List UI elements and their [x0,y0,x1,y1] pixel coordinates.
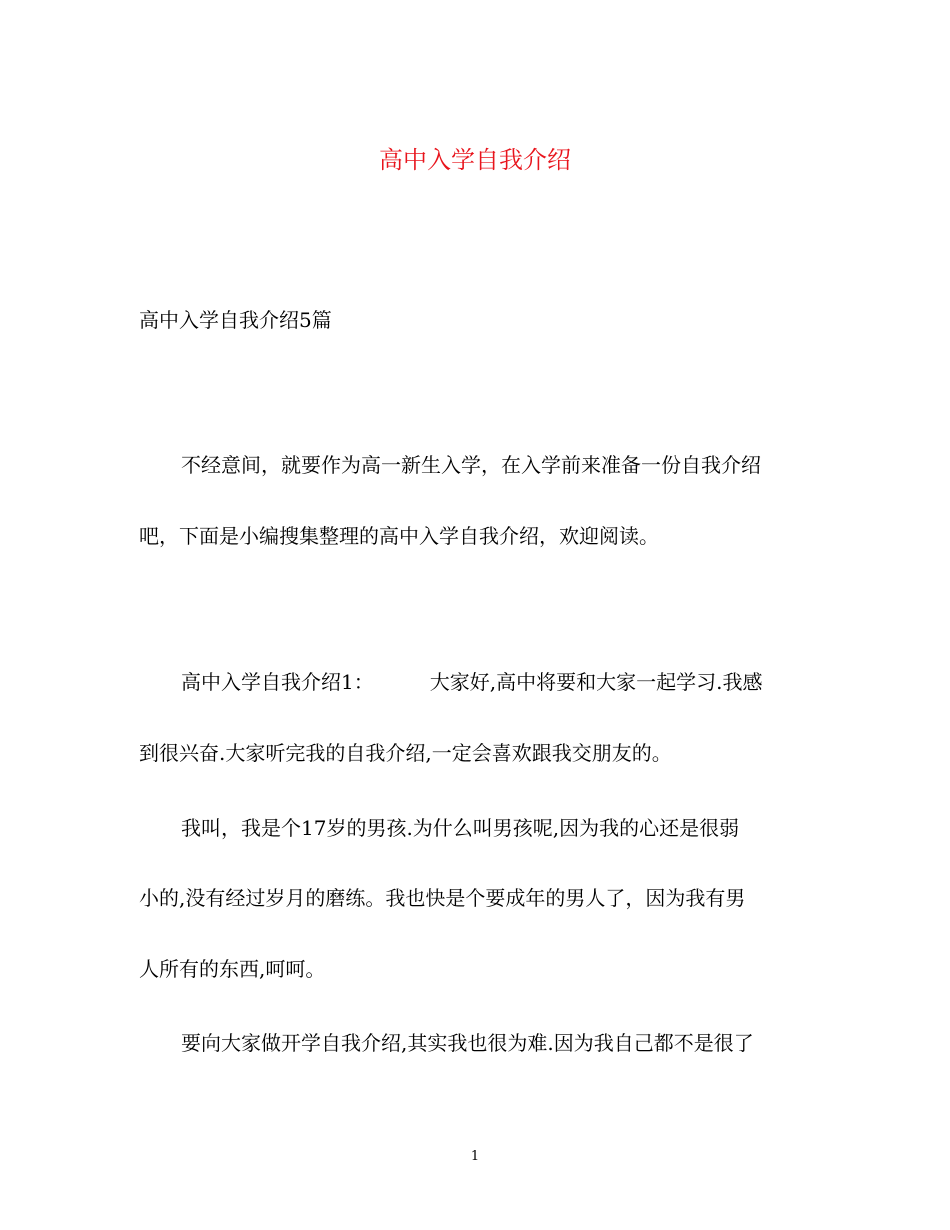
paragraph-line: 吧，下面是小编搜集整理的高中入学自我介绍，欢迎阅读。 [139,524,659,548]
paragraph-line: 人所有的东西,呵呵。 [139,957,326,981]
paragraph-line: 不经意间，就要作为高一新生入学，在入学前来准备一份自我介绍 [181,453,761,477]
section-heading: 高中入学自我介绍1： [181,670,374,694]
document-subtitle: 高中入学自我介绍5篇 [139,308,332,332]
page-number: 1 [470,1149,480,1164]
paragraph-first-line [181,665,762,699]
paragraph-line: 我叫，我是个17岁的男孩.为什么叫男孩呢,因为我的心还是很弱 [181,816,740,840]
paragraph-line: 小的,没有经过岁月的磨练。我也快是个要成年的男人了，因为我有男 [139,886,746,910]
paragraph-line: 到很兴奋.大家听完我的自我介绍,一定会喜欢跟我交朋友的。 [139,741,672,765]
paragraph-text: 大家好,高中将要和大家一起学习.我感 [429,670,763,694]
document-title: 高中入学自我介绍 [379,146,571,174]
paragraph-line: 要向大家做开学自我介绍,其实我也很为难.因为我自己都不是很了 [181,1031,754,1055]
